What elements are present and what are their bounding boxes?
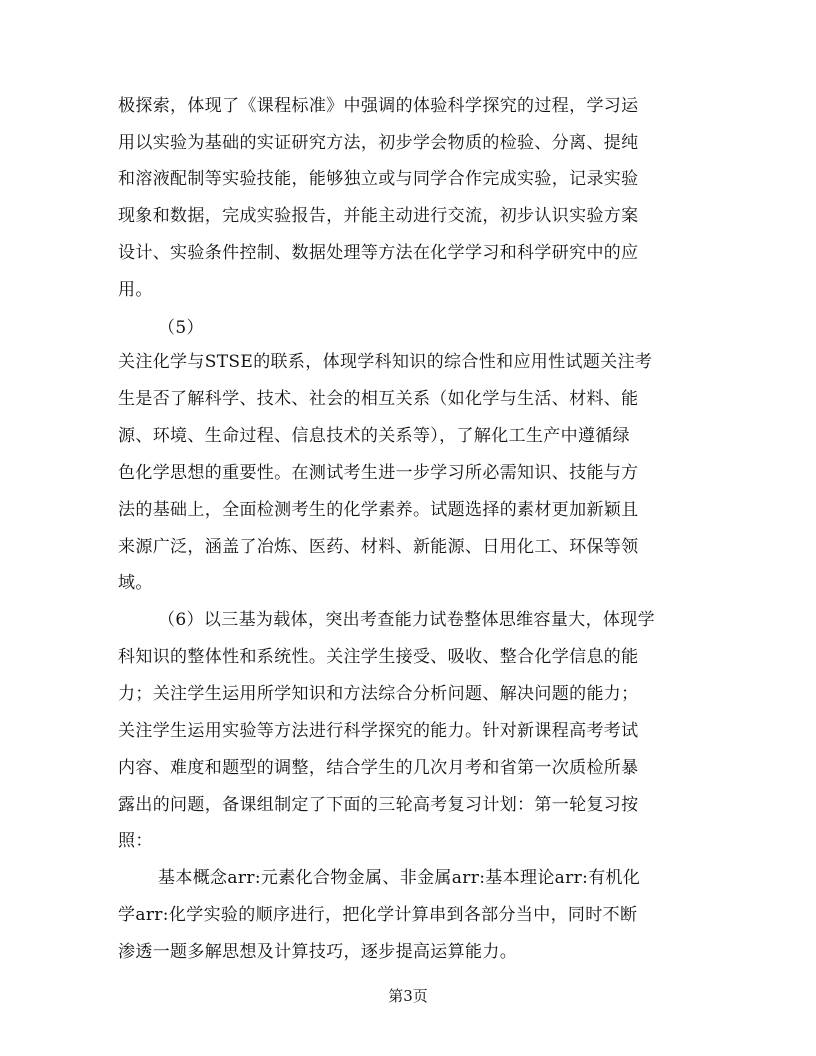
text-line: 关注化学与STSE的联系，体现学科知识的综合性和应用性试题关注考 — [118, 352, 653, 372]
text-line: 域。 — [118, 573, 153, 593]
page-number: 第3页 — [388, 987, 428, 1005]
text-line: 内容、难度和题型的调整，结合学生的几次月考和省第一次质检所暴 — [118, 758, 639, 778]
text-line: 基本概念arr:元素化合物金属、非金属arr:基本理论arr:有机化 — [158, 868, 641, 888]
text-line: 用以实验为基础的实证研究方法，初步学会物质的检验、分离、提纯 — [118, 133, 639, 153]
text-line: 用。 — [118, 280, 153, 300]
text-line: 露出的问题，备课组制定了下面的三轮高考复习计划：第一轮复习按 — [118, 795, 639, 815]
section-number: （5） — [158, 318, 204, 338]
text-line: 学arr:化学实验的顺序进行，把化学计算串到各部分当中，同时不断 — [118, 905, 638, 925]
text-line: 来源广泛，涵盖了冶炼、医药、材料、新能源、日用化工、环保等领 — [118, 537, 639, 557]
text-line: （6）以三基为载体，突出考查能力试卷整体思维容量大，体现学 — [158, 610, 655, 630]
text-line: 力；关注学生运用所学知识和方法综合分析问题、解决问题的能力； — [118, 684, 639, 704]
text-line: 色化学思想的重要性。在测试考生进一步学习所必需知识、技能与方 — [118, 463, 639, 483]
text-line: 生是否了解科学、技术、社会的相互关系（如化学与生活、材料、能 — [118, 389, 639, 409]
text-line: 科知识的整体性和系统性。关注学生接受、吸收、整合化学信息的能 — [118, 647, 639, 667]
text-line: 源、环境、生命过程、信息技术的关系等），了解化工生产中遵循绿 — [118, 426, 630, 446]
text-line: 渗透一题多解思想及计算技巧，逐步提高运算能力。 — [118, 942, 518, 962]
text-line: 关注学生运用实验等方法进行科学探究的能力。针对新课程高考考试 — [118, 721, 639, 741]
text-line: 法的基础上，全面检测考生的化学素养。试题选择的素材更加新颖且 — [118, 500, 639, 520]
text-line: 设计、实验条件控制、数据处理等方法在化学学习和科学研究中的应 — [118, 243, 639, 263]
text-line: 和溶液配制等实验技能，能够独立或与同学合作完成实验，记录实验 — [118, 169, 639, 189]
text-line: 照： — [118, 831, 153, 851]
text-line: 现象和数据，完成实验报告，并能主动进行交流，初步认识实验方案 — [118, 206, 639, 226]
text-line: 极探索，体现了《课程标准》中强调的体验科学探究的过程，学习运 — [118, 96, 639, 116]
